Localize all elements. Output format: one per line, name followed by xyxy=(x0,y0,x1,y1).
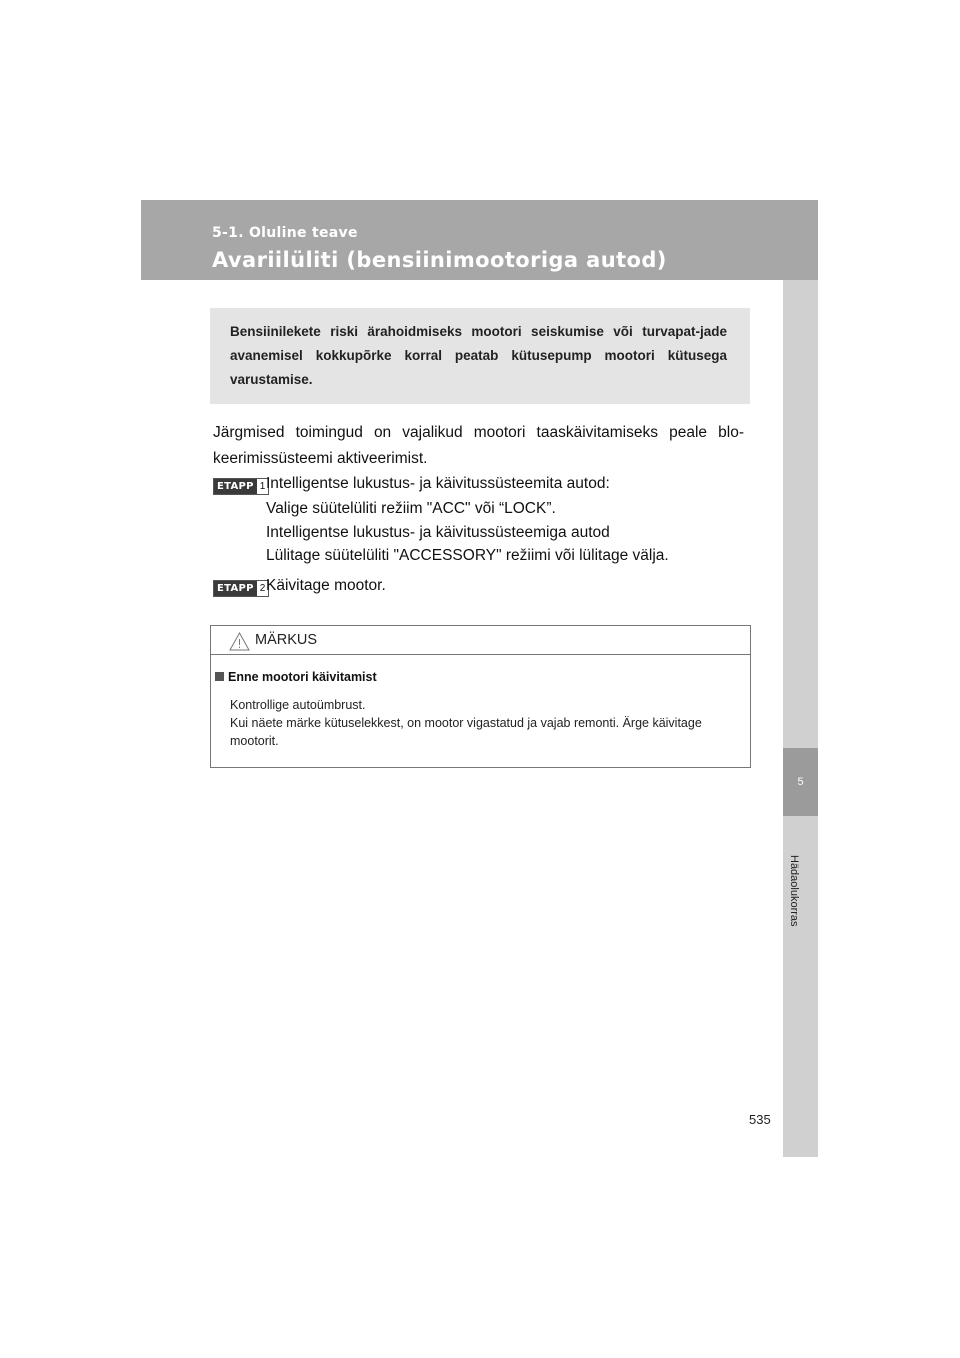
step-line: Intelligentse lukustus- ja käivitussüsteemita autod: xyxy=(266,475,610,492)
body-paragraph: Järgmised toimingud on vajalikud mootori taaskäivitamiseks peale blo-keerimissüsteemi aktiveerimist. xyxy=(213,424,744,467)
notice-box xyxy=(210,625,751,768)
chapter-number: 5 xyxy=(783,748,818,816)
step-line: Käivitage mootor. xyxy=(266,577,386,594)
notice-header xyxy=(211,626,750,655)
page-number: 535 xyxy=(749,1112,771,1127)
chapter-side-tab xyxy=(783,280,818,1157)
notice-line: Kontrollige autoümbrust. xyxy=(230,698,366,712)
chapter-label: Hädaolukorras xyxy=(788,855,800,927)
step-badge xyxy=(213,478,269,495)
square-bullet-icon xyxy=(215,672,224,681)
step-badge-word: ETAPP xyxy=(214,479,257,494)
step-badge xyxy=(213,580,269,597)
notice-line: Kui näete märke kütuselekkest, on mootor vigastatud ja vajab remonti. Ärge käivitage mootorit. xyxy=(230,716,702,748)
page-title: Avariilüliti (bensiinimootoriga autod) xyxy=(212,248,667,272)
notice-title: MÄRKUS xyxy=(255,632,318,648)
notice-body xyxy=(230,696,744,750)
notice-subtitle xyxy=(215,670,377,684)
step-line: Intelligentse lukustus- ja käivitussüsteemiga autod xyxy=(266,524,610,541)
step-line: Valige süütelüliti režiim "ACC" või “LOCK”. xyxy=(266,500,556,517)
step-badge-number: 2 xyxy=(257,581,269,596)
section-label: 5-1. Oluline teave xyxy=(212,225,358,241)
step-badge-number: 1 xyxy=(257,479,269,494)
notice-subtitle-text: Enne mootori käivitamist xyxy=(228,670,377,684)
warning-triangle-icon xyxy=(229,632,250,651)
intro-text: Bensiinilekete riski ärahoidmiseks mootori seiskumise või turvapat-jade avanemisel kokkupõrke korral peatab kütusepump mootori kütusega varustamise. xyxy=(230,324,727,387)
step-line: Lülitage süütelüliti "ACCESSORY" režiimi või lülitage välja. xyxy=(266,547,669,564)
step-badge-word: ETAPP xyxy=(214,581,257,596)
intro-box xyxy=(210,308,750,404)
chapter-header xyxy=(141,200,818,280)
